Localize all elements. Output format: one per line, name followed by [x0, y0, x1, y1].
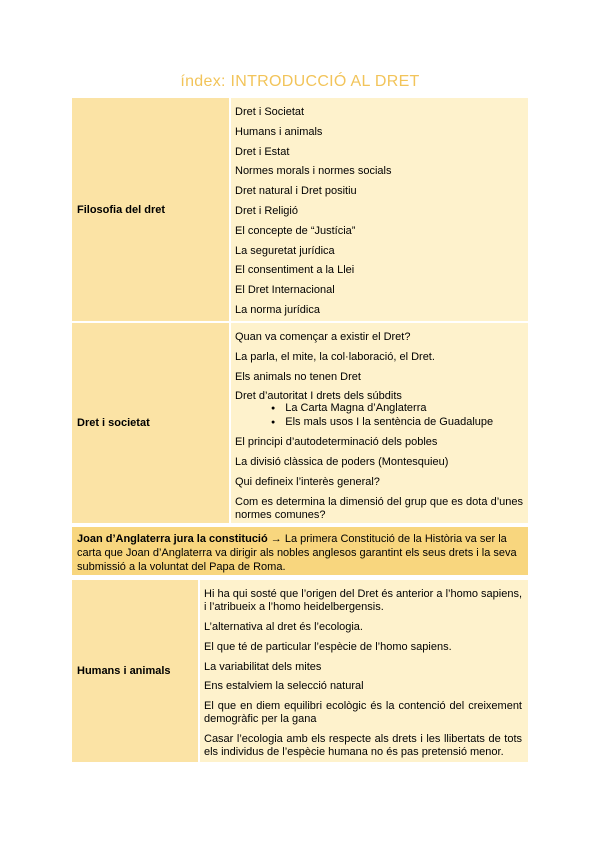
bullet-text: La Carta Magna d’Anglaterra [285, 402, 427, 415]
topic-item: Humans i animals [235, 125, 323, 138]
topic-item: El que té de particular l’espècie de l’homo sapiens. [204, 640, 452, 653]
topic-item: Com es determina la dimensió del grup que es dota d’unes normes comunes? [235, 495, 523, 521]
section-humans-i-animals [72, 580, 528, 762]
section-filosofia-del-dret [72, 98, 528, 321]
topic-item: Normes morals i normes socials [235, 165, 392, 178]
topic-item: La seguretat jurídica [235, 244, 335, 257]
note-text: → La primera Constitució de la Història va ser la carta que Joan d’Anglaterra va dirigir als nobles anglesos garantint els seus drets i la seva submissió a la voluntat del Papa de Roma. [77, 533, 517, 573]
topic-item: Qui defineix l’interès general? [235, 475, 380, 488]
topic-item: Dret i Religió [235, 204, 298, 217]
bullet-item [271, 402, 528, 416]
bullet-text: Els mals usos I la sentència de Guadalupe [285, 416, 494, 429]
topic-item: Ens estalviem la selecció natural [204, 680, 364, 693]
topic-item: Dret natural i Dret positiu [235, 185, 357, 198]
topic-list [200, 580, 528, 762]
topic-item: El concepte de “Justícia” [235, 224, 356, 237]
topic-item: La variabilitat dels mites [204, 660, 322, 673]
topic-item: La parla, el mite, la col·laboració, el Dret. [235, 350, 435, 363]
section-label: Humans i animals [72, 580, 198, 762]
topic-item: La divisió clàssica de poders (Montesquieu) [235, 456, 449, 469]
section-label: Dret i societat [72, 323, 229, 523]
topic-item: El consentiment a la Llei [235, 264, 355, 277]
bullet-list [235, 402, 528, 430]
topic-item: L’alternativa al dret és l’ecologia. [204, 621, 363, 633]
topic-item: Dret d’autoritat I drets dels súbdits [235, 390, 402, 403]
topic-item: La norma jurídica [235, 303, 320, 316]
section-dret-i-societat [72, 323, 528, 523]
topic-item: Casar l’ecologia amb els respecte als drets i les llibertats de tots els individus de l’espècie humana no és pas pretensió menor. [204, 733, 522, 759]
topic-item: Hi ha qui sosté que l’origen del Dret és anterior a l’homo sapiens, i l’atribueix a l’homo heidelbergensis. [204, 588, 522, 613]
topic-item: Els animals no tenen Dret [235, 370, 361, 383]
topic-item: Quan va començar a existir el Dret? [235, 331, 411, 343]
page-title: índex: INTRODUCCIÓ AL DRET [180, 73, 420, 90]
topic-list [231, 323, 528, 523]
topic-item: Dret i Estat [235, 145, 290, 158]
note-heading: Joan d’Anglaterra jura la constitució [77, 533, 268, 545]
section-label: Filosofia del dret [72, 98, 229, 321]
bullet-item [271, 416, 528, 430]
topic-item: El principi d’autodeterminació dels pobles [235, 436, 438, 449]
highlight-note [72, 527, 528, 575]
topic-list [231, 98, 528, 321]
topic-item: El Dret Internacional [235, 284, 335, 297]
topic-item: Dret i Societat [235, 106, 305, 118]
topic-item: El que en diem equilibri ecològic és la contenció del creixement demogràfic per la gana [204, 700, 522, 726]
